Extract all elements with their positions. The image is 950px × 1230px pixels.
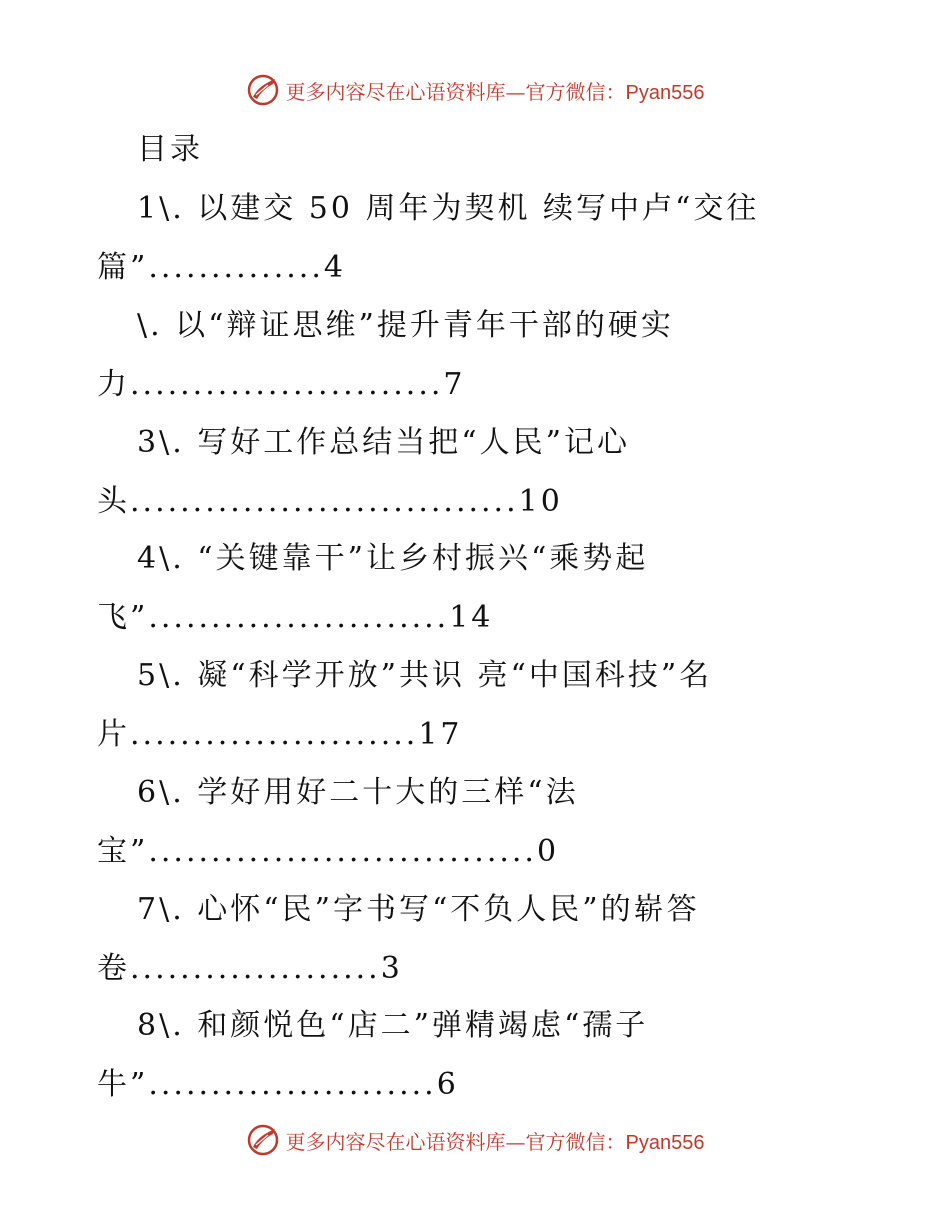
toc-page-number: 0 <box>536 834 560 869</box>
toc-entry-5-continuation[interactable]: 片.......................17 <box>97 717 463 752</box>
toc-entry-2-title[interactable]: \. 以“辩证思维”提升青年干部的硬实 <box>137 308 674 343</box>
toc-page-number: 3 <box>380 951 403 986</box>
toc-entry-5-title[interactable]: 5\. 凝“科学开放”共识 亮“中国科技”名 <box>137 658 713 693</box>
toc-leader-dots: .................... <box>130 951 381 986</box>
toc-leader-dots: ........................ <box>148 600 450 635</box>
toc-heading: 目录 <box>137 132 203 167</box>
toc-page-number: 17 <box>418 717 463 752</box>
toc-leader-dots: ....................... <box>148 1067 437 1102</box>
toc-entry-6-title[interactable]: 6\. 学好用好二十大的三样“法 <box>137 775 579 810</box>
toc-leader-dots: ....................... <box>130 717 419 752</box>
pen-logo-icon <box>246 1123 280 1157</box>
toc-page-number: 10 <box>518 484 563 519</box>
toc-entry-3-continuation[interactable]: 头...............................10 <box>97 484 563 519</box>
toc-entry-8-continuation[interactable]: 牛”.......................6 <box>97 1067 459 1102</box>
toc-leader-dots: ......................... <box>130 367 444 402</box>
toc-entry-4-title[interactable]: 4\. “关键靠干”让乡村振兴“乘势起 <box>137 541 649 576</box>
toc-entry-3-title[interactable]: 3\. 写好工作总结当把“人民”记心 <box>137 425 630 460</box>
footer-banner <box>0 1120 950 1160</box>
toc-page-number: 7 <box>443 367 466 402</box>
toc-entry-7-title[interactable]: 7\. 心怀“民”字书写“不负人民”的崭答 <box>137 892 700 927</box>
toc-entry-8-title[interactable]: 8\. 和颜悦色“店二”弹精竭虑“孺子 <box>137 1008 649 1043</box>
toc-entry-6-continuation[interactable]: 宝”...............................0 <box>97 834 560 869</box>
toc-leader-dots: ............................... <box>148 834 537 869</box>
toc-entry-4-continuation[interactable]: 飞”........................14 <box>97 600 494 635</box>
toc-leader-dots: .............. <box>148 250 324 285</box>
toc-page-number: 4 <box>323 250 346 285</box>
toc-page-number: 6 <box>436 1067 459 1102</box>
toc-entry-1-title[interactable]: 1\. 以建交 50 周年为契机 续写中卢“交往 <box>137 191 760 226</box>
footer-banner-text: 更多内容尽在心语资料库—官方微信：Pyan556 <box>285 1129 705 1154</box>
toc-entry-1-continuation[interactable]: 篇”..............4 <box>97 250 346 285</box>
toc-leader-dots: ............................... <box>130 484 519 519</box>
toc-entry-7-continuation[interactable]: 卷....................3 <box>97 951 403 986</box>
header-banner-text: 更多内容尽在心语资料库—官方微信：Pyan556 <box>285 79 705 104</box>
toc-page-number: 14 <box>449 600 494 635</box>
toc-entry-2-continuation[interactable]: 力.........................7 <box>97 367 466 402</box>
